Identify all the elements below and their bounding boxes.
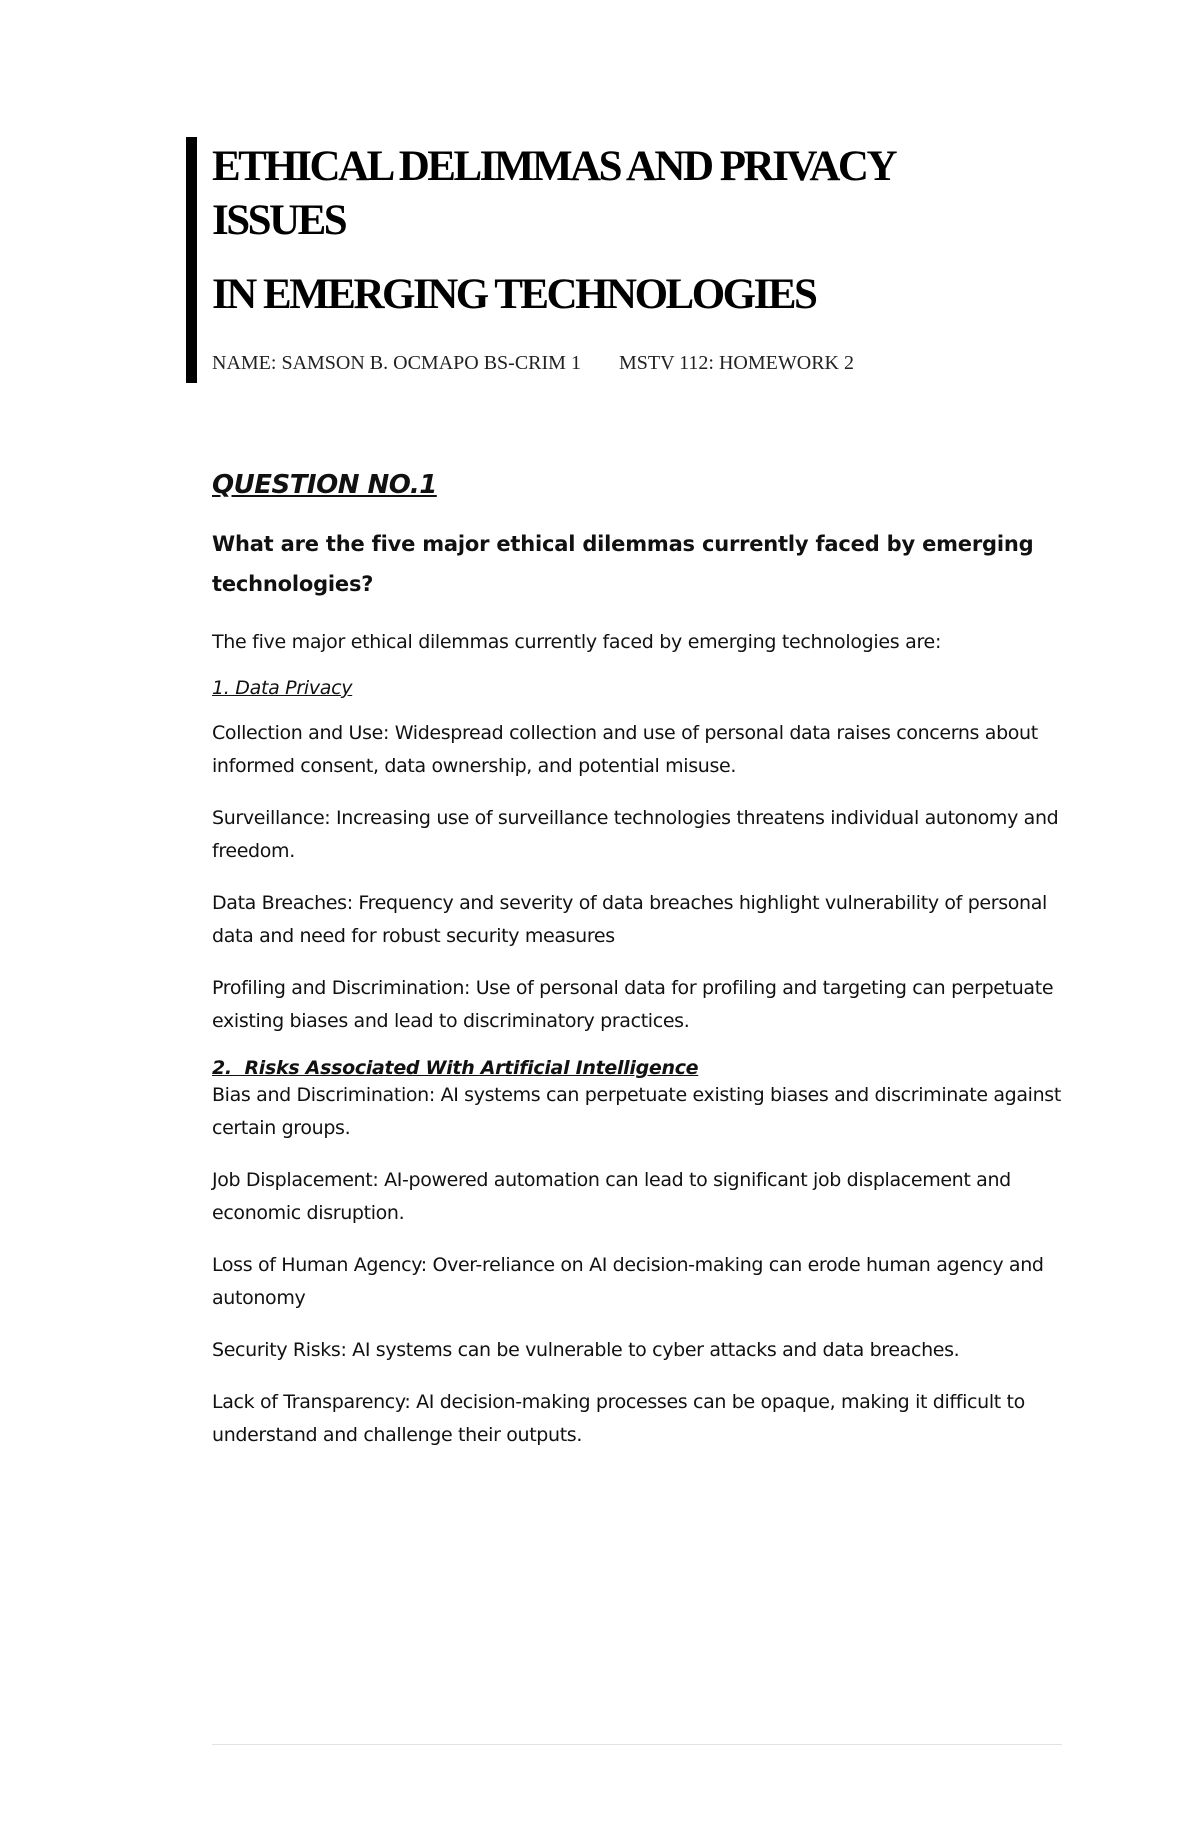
- section-data-privacy: [212, 677, 1072, 1038]
- paragraph: Surveillance: Increasing use of surveillance technologies threatens individual autonomy and freedom.: [212, 807, 1059, 862]
- paragraph: Collection and Use: Widespread collection and use of personal data raises concerns about informed consent, data ownership, and potential misuse.: [212, 722, 1038, 777]
- author-name: NAME: SAMSON B. OCMAPO BS-CRIM 1: [212, 352, 581, 374]
- document-body: [212, 470, 1072, 1471]
- paragraph: Data Breaches: Frequency and severity of data breaches highlight vulnerability of personal data and need for robust security measures: [212, 892, 1047, 947]
- question-heading: QUESTION NO.1: [212, 470, 437, 500]
- author-course-line: [212, 352, 1012, 375]
- paragraph: Security Risks: AI systems can be vulnerable to cyber attacks and data breaches.: [212, 1339, 960, 1361]
- section-ai-risks: [212, 1057, 1072, 1452]
- answer-intro: The five major ethical dilemmas currently faced by emerging technologies are:: [212, 631, 942, 653]
- paragraph: Profiling and Discrimination: Use of personal data for profiling and targeting can perpetuate existing biases and lead to discriminatory practices.: [212, 977, 1054, 1032]
- course-homework: MSTV 112: HOMEWORK 2: [618, 352, 854, 374]
- paragraph: Bias and Discrimination: AI systems can perpetuate existing biases and discriminate against certain groups.: [212, 1084, 1061, 1139]
- footer-divider: [212, 1744, 1062, 1745]
- paragraph: Job Displacement: AI-powered automation can lead to significant job displacement and economic disruption.: [212, 1169, 1011, 1224]
- section-heading: 2. Risks Associated With Artificial Intelligence: [212, 1057, 699, 1079]
- paragraph: Lack of Transparency: AI decision-making processes can be opaque, making it difficult to understand and challenge their outputs.: [212, 1391, 1025, 1446]
- paragraph: Loss of Human Agency: Over-reliance on AI decision-making can erode human agency and autonomy: [212, 1254, 1044, 1309]
- title-block: [212, 140, 1012, 375]
- question-text: What are the five major ethical dilemmas currently faced by emerging technologies?: [212, 532, 1034, 596]
- section-heading: 1. Data Privacy: [212, 677, 353, 699]
- document-title-line-2: IN EMERGING TECHNOLOGIES: [212, 271, 816, 318]
- document-title-line-1: ETHICAL DELIMMAS AND PRIVACY ISSUES: [212, 143, 894, 244]
- title-accent-bar: [186, 137, 197, 383]
